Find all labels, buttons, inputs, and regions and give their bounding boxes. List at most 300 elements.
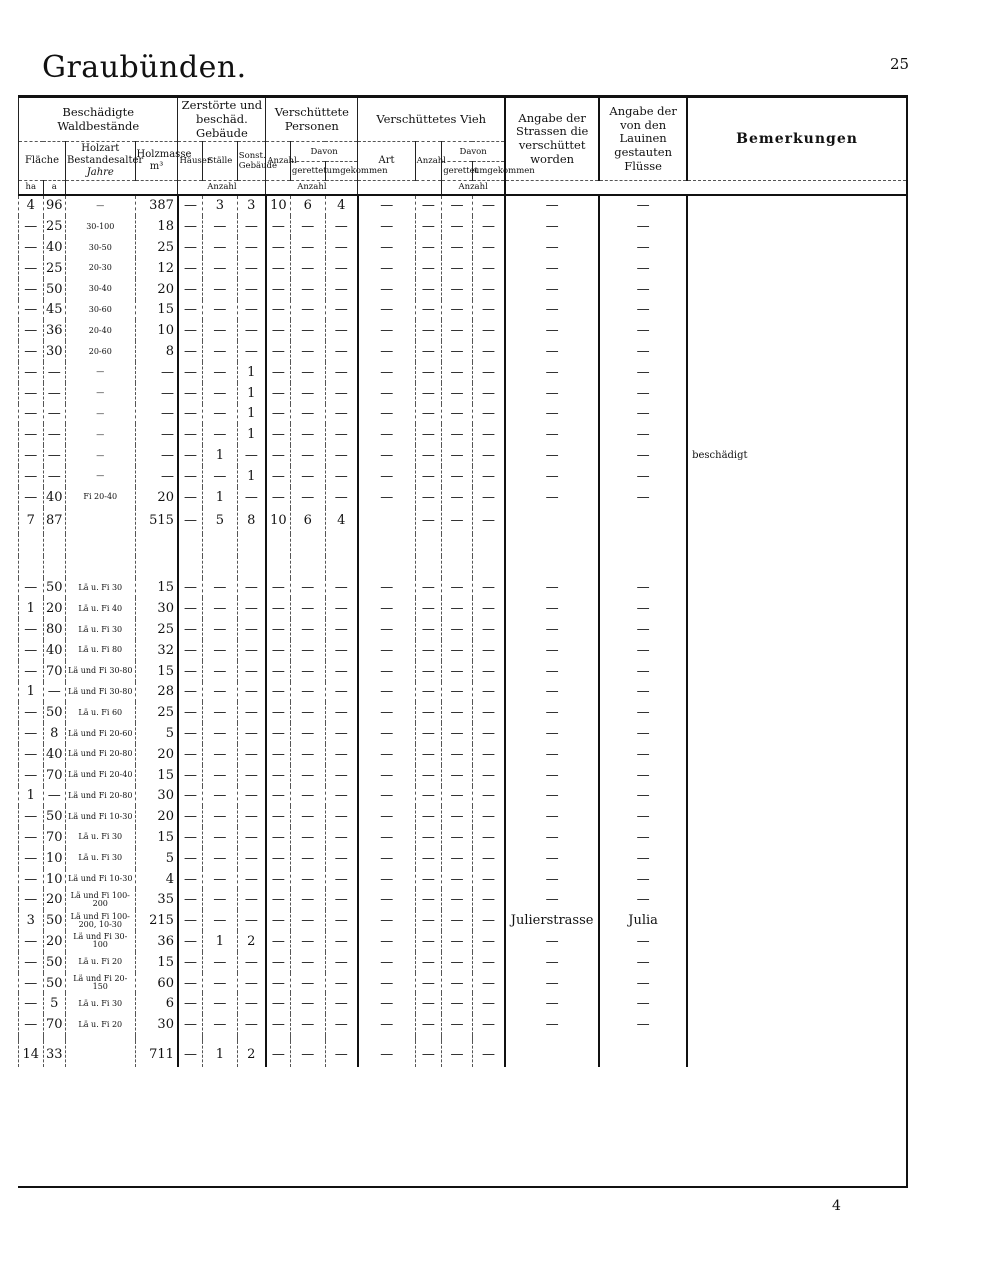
- table-cell: —: [358, 487, 415, 508]
- table-cell: [687, 827, 906, 848]
- table-cell: —: [599, 404, 687, 425]
- table-cell: —: [19, 258, 44, 279]
- table-cell: —: [203, 723, 238, 744]
- table-cell: —: [43, 786, 65, 807]
- table-cell: [66, 1041, 136, 1067]
- header-v-anzahl: Anzahl: [415, 142, 442, 181]
- table-cell: —: [599, 973, 687, 994]
- table-cell: —: [358, 445, 415, 466]
- table-cell: —: [19, 640, 44, 661]
- table-cell: —: [442, 931, 473, 952]
- table-cell: —: [43, 424, 65, 445]
- table-cell: —: [415, 723, 442, 744]
- table-cell: —: [19, 973, 44, 994]
- table-cell: —: [237, 889, 266, 910]
- table-cell: —: [19, 744, 44, 765]
- table-cell: —: [358, 952, 415, 973]
- table-cell: —: [505, 973, 599, 994]
- table-cell: 1: [203, 1041, 238, 1067]
- table-cell: —: [472, 195, 505, 217]
- table-cell: —: [442, 598, 473, 619]
- table-cell: —: [358, 661, 415, 682]
- table-cell: Lä u. Fi 80: [66, 640, 136, 661]
- header-art: Art: [358, 142, 415, 181]
- table-row: [19, 952, 907, 973]
- table-cell: 30-60: [66, 300, 136, 321]
- table-cell: —: [599, 216, 687, 237]
- table-cell: [442, 534, 473, 556]
- table-cell: —: [178, 786, 203, 807]
- table-cell: —: [472, 300, 505, 321]
- table-cell: —: [599, 869, 687, 890]
- table-cell: —: [325, 598, 358, 619]
- table-cell: —: [203, 806, 238, 827]
- table-cell: —: [178, 827, 203, 848]
- table-cell: —: [505, 466, 599, 487]
- table-cell: —: [472, 216, 505, 237]
- header-staelle: Ställe: [203, 142, 238, 181]
- table-cell: —: [266, 237, 291, 258]
- table-cell: —: [599, 487, 687, 508]
- table-cell: —: [325, 869, 358, 890]
- table-cell: [687, 640, 906, 661]
- table-cell: —: [472, 404, 505, 425]
- table-row: [19, 827, 907, 848]
- table-cell: —: [358, 404, 415, 425]
- table-cell: [135, 556, 178, 578]
- table-cell: —: [472, 466, 505, 487]
- table-cell: —: [358, 341, 415, 362]
- table-cell: —: [178, 237, 203, 258]
- table-cell: —: [203, 993, 238, 1014]
- table-cell: —: [203, 910, 238, 931]
- table-cell: —: [203, 237, 238, 258]
- table-cell: —: [203, 578, 238, 599]
- table-cell: [325, 534, 358, 556]
- table-cell: —: [237, 237, 266, 258]
- table-cell: [178, 534, 203, 556]
- table-cell: Lä und Fi 20-150: [66, 973, 136, 994]
- table-cell: [687, 320, 906, 341]
- table-cell: —: [599, 931, 687, 952]
- table-row: [19, 931, 907, 952]
- table-cell: [505, 534, 599, 556]
- header-right-spacer: [505, 181, 906, 195]
- table-cell: [687, 1014, 906, 1035]
- table-cell: —: [290, 806, 325, 827]
- table-cell: —: [237, 341, 266, 362]
- table-cell: 25: [43, 216, 65, 237]
- table-cell: [66, 556, 136, 578]
- table-cell: [687, 556, 906, 578]
- table-cell: —: [325, 320, 358, 341]
- table-cell: 25: [135, 237, 178, 258]
- table-cell: —: [43, 445, 65, 466]
- table-cell: —: [442, 508, 473, 534]
- table-cell: —: [203, 682, 238, 703]
- table-cell: Lä u. Fi 60: [66, 702, 136, 723]
- table-cell: —: [325, 744, 358, 765]
- table-cell: —: [415, 661, 442, 682]
- table-cell: 30-100: [66, 216, 136, 237]
- table-row: [19, 744, 907, 765]
- table-cell: —: [505, 341, 599, 362]
- table-cell: —: [442, 952, 473, 973]
- table-cell: —: [237, 619, 266, 640]
- avalanche-damage-table: [18, 98, 906, 1067]
- table-cell: —: [599, 702, 687, 723]
- table-cell: [687, 765, 906, 786]
- table-cell: —: [415, 993, 442, 1014]
- table-cell: —: [472, 424, 505, 445]
- table-row: [19, 661, 907, 682]
- table-cell: —: [290, 598, 325, 619]
- table-cell: —: [472, 806, 505, 827]
- table-cell: —: [237, 765, 266, 786]
- table-cell: —: [358, 993, 415, 1014]
- table-cell: —: [135, 466, 178, 487]
- table-cell: —: [599, 466, 687, 487]
- table-cell: Lä u. Fi 40: [66, 598, 136, 619]
- table-cell: —: [290, 279, 325, 300]
- table-cell: —: [178, 661, 203, 682]
- table-cell: 50: [43, 952, 65, 973]
- table-cell: —: [290, 869, 325, 890]
- table-cell: —: [472, 362, 505, 383]
- table-cell: —: [237, 682, 266, 703]
- table-cell: [687, 341, 906, 362]
- table-cell: [472, 534, 505, 556]
- table-cell: —: [325, 466, 358, 487]
- table-cell: —: [325, 827, 358, 848]
- table-row: [19, 466, 907, 487]
- table-cell: 10: [266, 508, 291, 534]
- table-cell: Lä und Fi 20-60: [66, 723, 136, 744]
- table-cell: 40: [43, 744, 65, 765]
- table-cell: Lä und Fi 20-40: [66, 765, 136, 786]
- table-cell: [358, 556, 415, 578]
- table-cell: —: [505, 827, 599, 848]
- table-cell: —: [266, 765, 291, 786]
- table-cell: —: [290, 404, 325, 425]
- header-v-gerettet: gerettet: [442, 161, 473, 181]
- table-cell: [358, 508, 415, 534]
- table-row: [19, 973, 907, 994]
- table-cell: —: [178, 578, 203, 599]
- table-cell: [43, 556, 65, 578]
- table-cell: —: [203, 848, 238, 869]
- table-cell: —: [442, 910, 473, 931]
- table-cell: 25: [43, 258, 65, 279]
- table-cell: —: [415, 383, 442, 404]
- table-cell: —: [358, 827, 415, 848]
- table-cell: —: [472, 723, 505, 744]
- table-cell: [687, 300, 906, 321]
- table-cell: —: [290, 661, 325, 682]
- table-cell: —: [19, 237, 44, 258]
- table-cell: —: [472, 320, 505, 341]
- table-cell: —: [442, 889, 473, 910]
- table-cell: —: [599, 723, 687, 744]
- table-cell: —: [66, 445, 136, 466]
- table-cell: —: [237, 320, 266, 341]
- table-cell: —: [599, 578, 687, 599]
- table-row: [19, 237, 907, 258]
- table-row: [19, 993, 907, 1014]
- table-cell: [687, 973, 906, 994]
- table-cell: [687, 993, 906, 1014]
- table-cell: 15: [135, 765, 178, 786]
- table-cell: —: [266, 848, 291, 869]
- table-cell: —: [203, 889, 238, 910]
- table-cell: —: [505, 383, 599, 404]
- table-cell: —: [442, 619, 473, 640]
- table-row: [19, 910, 907, 931]
- header-v-davon: Davon: [442, 142, 505, 162]
- table-cell: —: [203, 765, 238, 786]
- table-cell: —: [237, 661, 266, 682]
- table-cell: 96: [43, 195, 65, 217]
- table-cell: —: [325, 889, 358, 910]
- table-cell: [237, 556, 266, 578]
- table-cell: 32: [135, 640, 178, 661]
- table-cell: —: [266, 320, 291, 341]
- table-cell: —: [472, 661, 505, 682]
- table-cell: —: [442, 404, 473, 425]
- table-cell: —: [358, 619, 415, 640]
- header-anzahl-vieh: Anzahl: [442, 181, 505, 195]
- table-cell: —: [290, 216, 325, 237]
- table-cell: [599, 556, 687, 578]
- table-cell: [687, 723, 906, 744]
- table-cell: —: [505, 424, 599, 445]
- page-number: 25: [890, 55, 910, 73]
- table-cell: —: [203, 404, 238, 425]
- table-cell: —: [266, 640, 291, 661]
- table-row: [19, 598, 907, 619]
- table-cell: —: [325, 341, 358, 362]
- table-cell: —: [266, 1041, 291, 1067]
- table-cell: —: [442, 702, 473, 723]
- table-cell: 40: [43, 237, 65, 258]
- table-cell: —: [415, 320, 442, 341]
- table-cell: —: [505, 682, 599, 703]
- table-cell: 1: [19, 786, 44, 807]
- table-cell: —: [358, 640, 415, 661]
- table-cell: —: [290, 300, 325, 321]
- table-cell: —: [290, 744, 325, 765]
- table-cell: 1: [19, 598, 44, 619]
- table-cell: —: [599, 661, 687, 682]
- table-cell: —: [599, 640, 687, 661]
- table-cell: —: [358, 195, 415, 217]
- table-cell: 5: [135, 848, 178, 869]
- table-cell: —: [415, 744, 442, 765]
- table-cell: 1: [203, 487, 238, 508]
- table-cell: [687, 931, 906, 952]
- table-cell: —: [19, 765, 44, 786]
- table-cell: —: [442, 341, 473, 362]
- footer-number: 4: [832, 1198, 841, 1214]
- table-cell: —: [599, 237, 687, 258]
- table-cell: —: [66, 424, 136, 445]
- table-cell: —: [505, 320, 599, 341]
- table-cell: —: [290, 320, 325, 341]
- table-cell: —: [325, 765, 358, 786]
- table-cell: 1: [237, 362, 266, 383]
- table-cell: —: [203, 869, 238, 890]
- table-cell: —: [505, 640, 599, 661]
- table-cell: —: [290, 702, 325, 723]
- table-cell: —: [66, 362, 136, 383]
- table-cell: —: [290, 910, 325, 931]
- table-cell: Lä u. Fi 20: [66, 952, 136, 973]
- table-cell: —: [237, 598, 266, 619]
- table-cell: —: [19, 869, 44, 890]
- table-cell: —: [237, 993, 266, 1014]
- header-flaeche: Fläche: [19, 142, 66, 181]
- table-cell: 387: [135, 195, 178, 217]
- table-cell: —: [178, 910, 203, 931]
- table-cell: —: [290, 973, 325, 994]
- table-cell: —: [266, 424, 291, 445]
- table-cell: —: [442, 973, 473, 994]
- table-cell: —: [237, 300, 266, 321]
- table-cell: —: [290, 952, 325, 973]
- table-cell: —: [203, 341, 238, 362]
- table-cell: —: [505, 993, 599, 1014]
- table-cell: —: [19, 827, 44, 848]
- table-cell: —: [358, 786, 415, 807]
- table-cell: —: [325, 702, 358, 723]
- header-wald: Beschädigte Waldbestände: [19, 98, 178, 142]
- header-anzahl-gebaeude: Anzahl: [178, 181, 266, 195]
- table-row: [19, 1014, 907, 1035]
- table-cell: —: [178, 424, 203, 445]
- table-cell: —: [237, 848, 266, 869]
- table-cell: —: [203, 827, 238, 848]
- table-cell: —: [178, 508, 203, 534]
- table-cell: 7: [19, 508, 44, 534]
- table-cell: [135, 534, 178, 556]
- table-cell: —: [472, 973, 505, 994]
- table-cell: [415, 556, 442, 578]
- table-cell: —: [178, 931, 203, 952]
- table-cell: 20: [135, 806, 178, 827]
- header-v-umgekommen: umgekommen: [472, 161, 505, 181]
- table-cell: —: [290, 765, 325, 786]
- table-cell: —: [599, 279, 687, 300]
- table-cell: —: [19, 931, 44, 952]
- table-cell: —: [203, 640, 238, 661]
- table-cell: Lä u. Fi 20: [66, 1014, 136, 1035]
- table-cell: —: [290, 786, 325, 807]
- table-cell: —: [66, 383, 136, 404]
- table-cell: —: [442, 300, 473, 321]
- table-cell: —: [472, 619, 505, 640]
- table-cell: —: [203, 279, 238, 300]
- table-cell: [325, 556, 358, 578]
- table-cell: —: [178, 1014, 203, 1035]
- table-cell: —: [505, 300, 599, 321]
- table-cell: —: [266, 466, 291, 487]
- table-cell: —: [358, 578, 415, 599]
- table-cell: [442, 556, 473, 578]
- table-cell: —: [442, 424, 473, 445]
- table-cell: 50: [43, 806, 65, 827]
- table-cell: —: [19, 848, 44, 869]
- table-cell: 2: [237, 931, 266, 952]
- table-cell: [43, 534, 65, 556]
- table-cell: —: [325, 383, 358, 404]
- table-cell: —: [358, 889, 415, 910]
- table-cell: —: [19, 466, 44, 487]
- table-cell: —: [472, 993, 505, 1014]
- table-row: [19, 765, 907, 786]
- table-cell: —: [266, 383, 291, 404]
- table-cell: —: [472, 445, 505, 466]
- table-cell: —: [599, 424, 687, 445]
- table-cell: —: [472, 765, 505, 786]
- table-cell: [687, 258, 906, 279]
- table-cell: beschädigt: [687, 445, 906, 466]
- table-cell: —: [203, 424, 238, 445]
- table-cell: —: [203, 952, 238, 973]
- table-cell: —: [505, 661, 599, 682]
- table-cell: —: [19, 487, 44, 508]
- table-cell: —: [203, 300, 238, 321]
- table-cell: —: [599, 1014, 687, 1035]
- table-cell: —: [505, 404, 599, 425]
- table-cell: —: [505, 744, 599, 765]
- table-cell: —: [415, 508, 442, 534]
- table-cell: —: [442, 466, 473, 487]
- table-cell: —: [472, 640, 505, 661]
- table-cell: —: [237, 1014, 266, 1035]
- table-row: [19, 258, 907, 279]
- table-cell: —: [19, 578, 44, 599]
- table-cell: [687, 424, 906, 445]
- table-cell: —: [358, 848, 415, 869]
- table-cell: —: [442, 445, 473, 466]
- header-sonst: Sonst. Gebäude: [237, 142, 266, 181]
- table-cell: 15: [135, 952, 178, 973]
- table-cell: [687, 682, 906, 703]
- table-cell: —: [237, 827, 266, 848]
- table-cell: —: [266, 973, 291, 994]
- table-cell: —: [505, 578, 599, 599]
- table-cell: —: [599, 993, 687, 1014]
- table-cell: —: [442, 258, 473, 279]
- table-cell: —: [135, 362, 178, 383]
- table-cell: Fi 20-40: [66, 487, 136, 508]
- header-davon: Davon: [290, 142, 357, 162]
- table-cell: 30: [135, 1014, 178, 1035]
- table-cell: —: [599, 195, 687, 217]
- table-cell: 20: [135, 744, 178, 765]
- table-cell: —: [415, 578, 442, 599]
- table-cell: —: [599, 765, 687, 786]
- table-cell: —: [599, 682, 687, 703]
- table-row: [19, 786, 907, 807]
- table-cell: —: [203, 466, 238, 487]
- table-cell: 4: [135, 869, 178, 890]
- table-cell: —: [266, 279, 291, 300]
- table-cell: —: [415, 682, 442, 703]
- table-cell: —: [505, 445, 599, 466]
- table-cell: 70: [43, 765, 65, 786]
- table-cell: —: [178, 362, 203, 383]
